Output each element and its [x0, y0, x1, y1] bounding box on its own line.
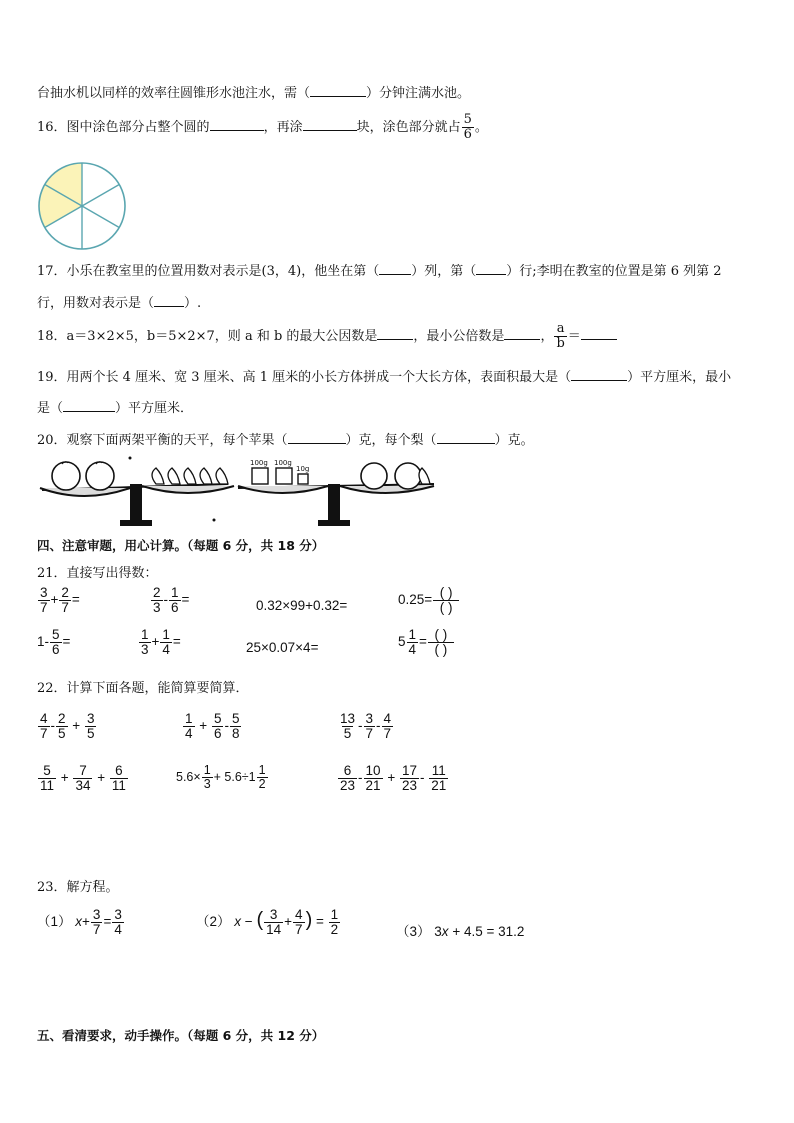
pear-icon: [200, 468, 212, 484]
q19-line1: 19．用两个长 4 厘米、宽 3 厘米、高 1 厘米的小长方体拼成一个大长方体，表面积最大是（ ）平方厘米，最小: [37, 370, 732, 385]
q21-item: 25×0.07×4=: [246, 640, 319, 655]
apple-icon: [395, 463, 421, 489]
section-4-heading: 四、注意审题，用心计算。（每题 6 分，共 18 分）: [37, 538, 325, 553]
sector-circle-figure: [36, 160, 128, 252]
fraction: $\frac{a}{b}$: [556, 321, 565, 351]
apple-icon: [86, 462, 114, 490]
q22-expr: $\frac{1}{4}$ + $\frac{5}{6}$ - $\frac{5}{8}$: [185, 711, 240, 742]
balance-scale-2: [213, 459, 435, 526]
section-5-heading: 五、看清要求，动手操作。（每题 6 分，共 12 分）: [37, 1028, 325, 1043]
fraction: $\frac{5}{6}$: [463, 112, 472, 142]
q22-title: 22．计算下面各题，能简算要简算．: [37, 681, 249, 696]
answer-blank[interactable]: [303, 118, 357, 131]
q20-line: 20．观察下面两架平衡的天平，每个苹果（ ）克，每个梨（ ）克。: [37, 433, 534, 448]
answer-blank[interactable]: [581, 327, 617, 340]
pear-icon: [216, 468, 228, 484]
weight-label: 100g: [250, 459, 268, 467]
q23-equation-1: （1） x+ $\frac{3}{7}$ = $\frac{3}{4}$: [37, 907, 122, 938]
balance-scale-1: [40, 457, 234, 527]
answer-blank[interactable]: [377, 327, 413, 340]
weight-icon: [276, 468, 292, 484]
answer-blank[interactable]: [210, 118, 264, 131]
q19-line2: 是（ ）平方厘米．: [37, 401, 194, 416]
pear-icon: [168, 468, 180, 484]
q21-item: $\frac{1}{3}$ + $\frac{1}{4}$ =: [141, 627, 181, 658]
answer-blank[interactable]: [310, 84, 366, 97]
q23-equation-2: （2） x − ( $\frac{3}{14}$ + $\frac{4}{7}$ ) = $\frac{1}{2}$: [196, 907, 339, 938]
q23-title: 23．解方程。: [37, 880, 119, 895]
answer-blank[interactable]: [571, 368, 627, 381]
answer-blank[interactable]: [379, 262, 411, 275]
q22-expr: $\frac{5}{11}$ + $\frac{7}{34}$ + $\frac{6}{11}$: [40, 763, 126, 794]
q21-item: 0.32×99+0.32=: [256, 598, 348, 613]
answer-blank[interactable]: [63, 399, 115, 412]
apple-icon: [361, 463, 387, 489]
q21-item: 5 $\frac{1}{4}$ = $\frac{( )}{( )}$: [398, 628, 455, 657]
pear-icon: [419, 468, 430, 484]
answer-blank[interactable]: [476, 262, 506, 275]
weight-label: 10g: [296, 465, 310, 473]
q21-title: 21．直接写出得数：: [37, 566, 158, 581]
q21-item: $\frac{3}{7}$ + $\frac{2}{7}$ =: [40, 585, 80, 616]
answer-blank[interactable]: [504, 327, 540, 340]
q22-expr: $\frac{4}{7}$ - $\frac{2}{5}$ + $\frac{3}{5}$: [40, 711, 95, 742]
apple-icon: [52, 462, 80, 490]
weight-icon: [298, 474, 308, 484]
answer-blank[interactable]: [154, 294, 184, 307]
q17-line1: 17．小乐在教室里的位置用数对表示是(3，4)，他坐在第（ ）列，第（ ）行;李明在教室的位置是第 6 列第 2: [37, 264, 722, 279]
pear-icon: [184, 468, 196, 484]
q21-item: 0.25= $\frac{( )}{( )}$: [398, 586, 460, 615]
q22-expr: $\frac{6}{23}$ - $\frac{10}{21}$ + $\frac{17}{23}$ - $\frac{11}{21}$: [340, 763, 447, 794]
q23-equation-3: （3） 3x + 4.5 = 31.2: [396, 924, 525, 939]
pear-icon: [152, 468, 164, 484]
q18-line: 18．a＝3×2×5，b＝5×2×7，则 a 和 b 的最大公因数是 ，最小公倍数是 ， $\frac{a}{b}$ ＝: [37, 318, 617, 356]
q22-expr: 5.6× $\frac{1}{3}$ + 5.6÷1 $\frac{1}{2}$: [176, 763, 266, 792]
q21-item: 1- $\frac{5}{6}$ =: [37, 627, 71, 658]
q16-line: 16．图中涂色部分占整个圆的 ，再涂 块，涂色部分就占 $\frac{5}{6}$ 。: [37, 112, 488, 142]
weight-label: 100g: [274, 459, 292, 467]
q15-line: 台抽水机以同样的效率往圆锥形水池注水，需（ ）分钟注满水池。: [37, 86, 471, 101]
answer-blank[interactable]: [288, 431, 346, 444]
answer-blank[interactable]: [437, 431, 495, 444]
q22-expr: $\frac{13}{5}$ - $\frac{3}{7}$ - $\frac{4}{7}$: [340, 711, 392, 742]
q17-line2: 行，用数对表示是（ ）.: [37, 296, 202, 311]
q21-item: $\frac{2}{3}$ - $\frac{1}{6}$ =: [153, 585, 190, 616]
weight-icon: [252, 468, 268, 484]
balance-scales-figure: [38, 454, 438, 528]
